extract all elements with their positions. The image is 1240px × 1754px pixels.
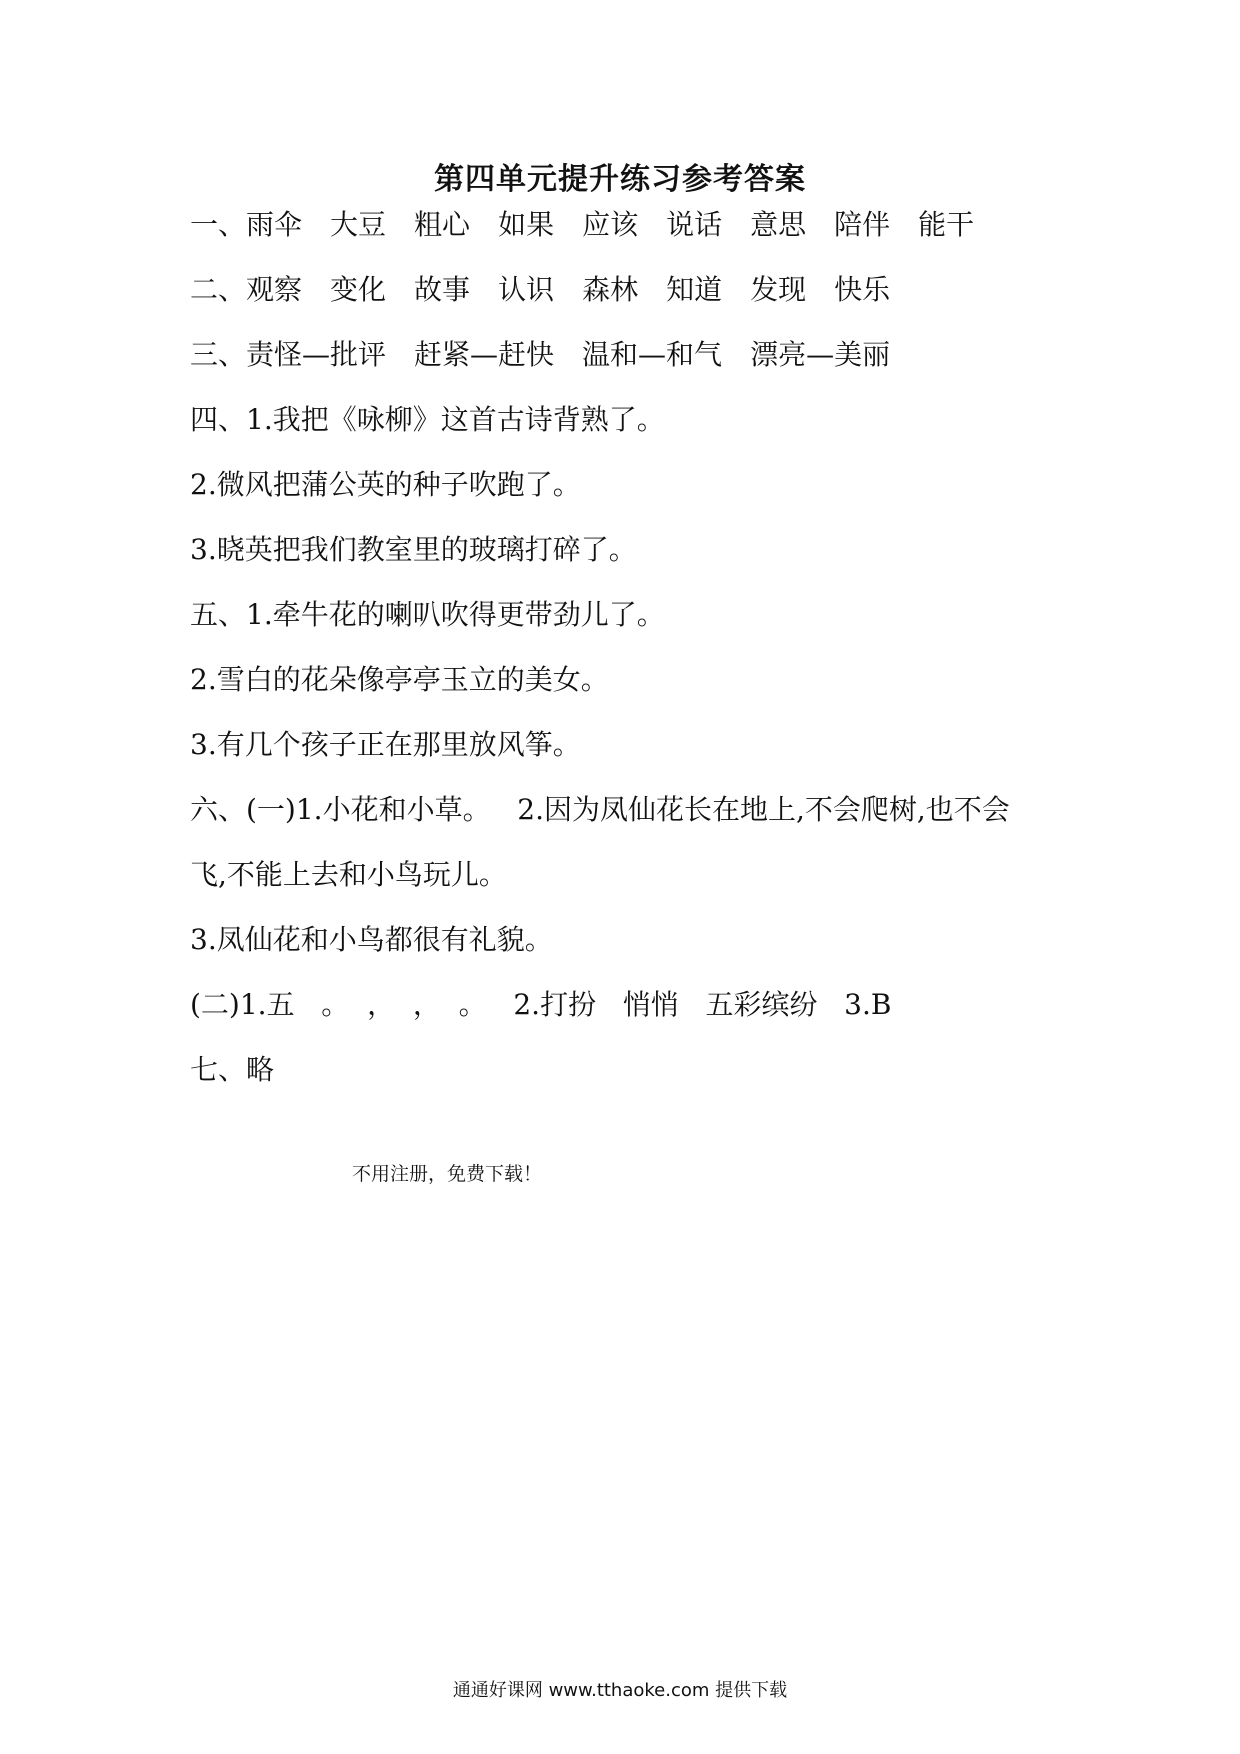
word: 说话 — [666, 208, 723, 241]
word-pair: 责怪—批评 — [246, 338, 387, 371]
word-pair: 赶紧—赶快 — [414, 338, 555, 371]
word: 知道 — [666, 273, 723, 306]
answer-line-4-1: 四、1.我把《咏柳》这首古诗背熟了。 — [190, 403, 665, 436]
answer-line-6-4: (二)1.五 。 ， ， 。 2.打扮 悄悄 五彩缤纷 3.B — [190, 988, 892, 1021]
section-prefix: 一、 — [190, 208, 247, 241]
answer-line-4-2: 2.微风把蒲公英的种子吹跑了。 — [190, 468, 581, 501]
answer-line-6-2: 飞,不能上去和小鸟玩儿。 — [190, 858, 507, 891]
word-pair: 漂亮—美丽 — [750, 338, 891, 371]
page-title: 第四单元提升练习参考答案 — [434, 162, 806, 197]
word-pair: 温和—和气 — [582, 338, 723, 371]
word: 如果 — [498, 208, 555, 241]
word: 故事 — [414, 273, 471, 306]
answer-line-6-1: 六、(一)1.小花和小草。 2.因为凤仙花长在地上,不会爬树,也不会 — [190, 793, 1010, 826]
answer-line-6-3: 3.凤仙花和小鸟都很有礼貌。 — [190, 923, 553, 956]
answer-line-5-3: 3.有几个孩子正在那里放风筝。 — [190, 728, 581, 761]
word: 快乐 — [834, 273, 891, 306]
answer-line-5-2: 2.雪白的花朵像亭亭玉立的美女。 — [190, 663, 609, 696]
word: 大豆 — [330, 208, 387, 241]
answer-line-7: 七、略 — [190, 1053, 275, 1086]
word: 变化 — [330, 273, 387, 306]
answer-line-2 — [190, 270, 890, 310]
word: 发现 — [750, 273, 807, 306]
word: 应该 — [582, 208, 639, 241]
page-footer: 通通好课网 www.tthaoke.com 提供下载 — [452, 1680, 788, 1701]
answer-line-1 — [190, 205, 974, 245]
word: 认识 — [498, 273, 555, 306]
word: 观察 — [246, 273, 303, 306]
answer-line-5-1: 五、1.牵牛花的喇叭吹得更带劲儿了。 — [190, 598, 665, 631]
word: 雨伞 — [246, 208, 303, 241]
section-prefix: 三、 — [190, 338, 247, 371]
answer-line-4-3: 3.晓英把我们教室里的玻璃打碎了。 — [190, 533, 637, 566]
word: 陪伴 — [834, 208, 891, 241]
word: 森林 — [582, 273, 639, 306]
word: 意思 — [750, 208, 807, 241]
section-prefix: 二、 — [190, 273, 247, 306]
word: 能干 — [918, 208, 975, 241]
answer-line-3 — [190, 335, 890, 375]
word: 粗心 — [414, 208, 471, 241]
download-note: 不用注册，免费下载！ — [352, 1163, 543, 1185]
